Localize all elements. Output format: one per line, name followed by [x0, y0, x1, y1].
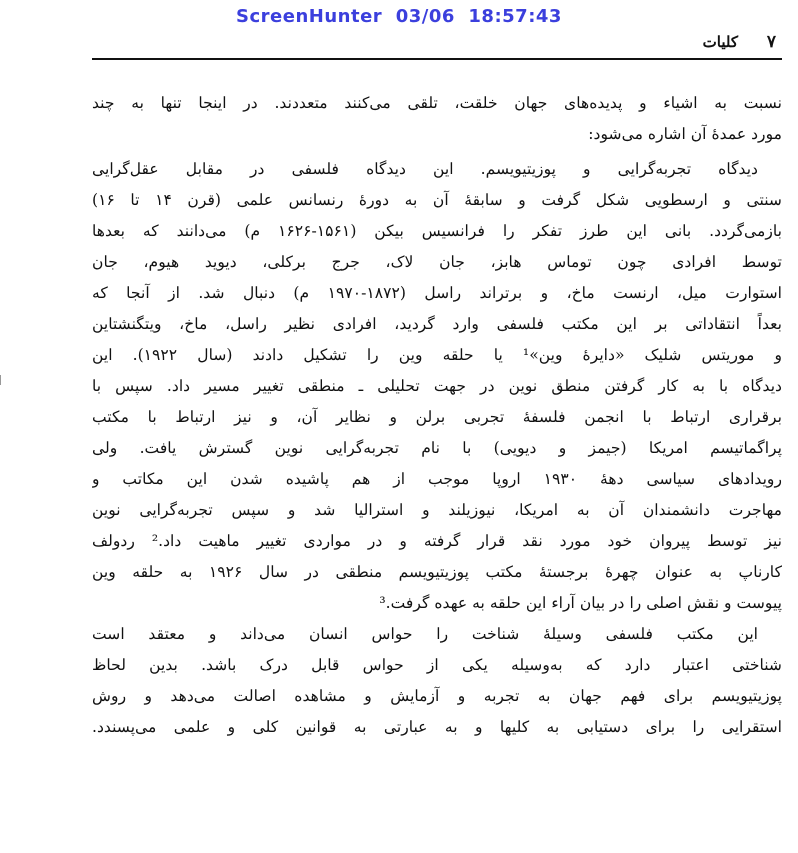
text-line: پیوست و نقش اصلی را در بیان آراء این حلقه به عهده گرفت.³: [379, 594, 782, 612]
text-line: نیز توسط پیروان خود مورد نقد قرار گرفته و در مواردی تغییر ماهیت داد.² ردولف: [92, 532, 782, 550]
text-line: کارناپ به عنوان چهرهٔ برجستهٔ مکتب پوزیتیویسم منطقی در سال ۱۹۲۶ به حلقه وین: [92, 563, 782, 581]
text-line: نسبت به اشیاء و پدیده‌های جهان خلقت، تلقی می‌کنند متعددند. در اینجا تنها به چند: [92, 94, 782, 112]
screenhunter-watermark: ScreenHunter 03/06 18:57:43: [236, 6, 562, 27]
body-text: [92, 88, 782, 743]
book-page: [92, 30, 782, 853]
text-line: دیدگاه تجربه‌گرایی و پوزیتیویسم. این دیدگاه فلسفی در مقابل عقل‌گرایی: [92, 160, 758, 178]
running-head: [92, 30, 782, 60]
text-line: بعداً انتقاداتی بر این مکتب فلسفی وارد گردید، افرادی نظیر راسل، ماخ، ویتگنشتاین: [92, 315, 782, 333]
section-title: کلیات: [702, 33, 738, 51]
text-line: مهاجرت دانشمندان آن به امریکا، نیوزیلند و استرالیا شد و سپس تجربه‌گرایی نوین: [92, 501, 782, 519]
text-line: استقرایی را برای دستیابی به کلیها و به عبارتی به قوانین کلی و علمی می‌پسندد.: [92, 718, 782, 736]
text-line: رویدادهای سیاسی دههٔ ۱۹۳۰ اروپا موجب از هم پاشیده شدن این مکاتب و: [92, 470, 782, 488]
text-line: پراگماتیسم امریکا (جیمز و دیویی) با نام تجربه‌گرایی نوین گسترش یافت. ولی: [92, 439, 782, 457]
text-line: مورد عمدهٔ آن اشاره می‌شود:: [588, 125, 782, 143]
text-line: و موریتس شلیک «دایرهٔ وین»¹ یا حلقه وین را تشکیل دادند (سال ۱۹۲۲). این: [92, 346, 782, 364]
text-line: دیدگاه با به کار گرفتن منطق نوین در جهت تحلیلی ـ منطقی تغییر مسیر داد. سپس با: [92, 377, 782, 395]
text-line: استوارت میل، ارنست ماخ، و برتراند راسل (۱۸۷۲-۱۹۷۰ م) دنبال شد. از آنجا که: [92, 284, 782, 302]
text-line: برقراری ارتباط با انجمن فلسفهٔ تجربی برلن و نظایر آن، و نیز ارتباط با مکتب: [92, 408, 782, 426]
text-line: بازمی‌گردد. بانی این طرز تفکر را فرانسیس بیکن (۱۵۶۱-۱۶۲۶ م) می‌دانند که بعدها: [92, 222, 782, 240]
text-line: سنتی و ارسطویی شکل گرفت و سابقهٔ آن به دورهٔ رنسانس علمی (قرن ۱۴ تا ۱۶): [92, 191, 782, 209]
text-line: این مکتب فلسفی وسیلهٔ شناخت را حواس انسان می‌داند و معتقد است: [92, 625, 758, 643]
scan-edge-mark: [0, 375, 5, 385]
page-number: ۷: [766, 32, 776, 52]
text-line: شناختی اعتبار دارد که به‌وسیله یکی از حواس قابل درک باشد. بدین لحاظ: [92, 656, 782, 674]
text-line: پوزیتیویسم برای فهم جهان به تجربه و آزمایش و مشاهده اصالت می‌دهد و روش: [92, 687, 782, 705]
text-line: توسط افرادی چون توماس هابز، جان لاک، جرج برکلی، دیوید هیوم، جان: [92, 253, 782, 271]
